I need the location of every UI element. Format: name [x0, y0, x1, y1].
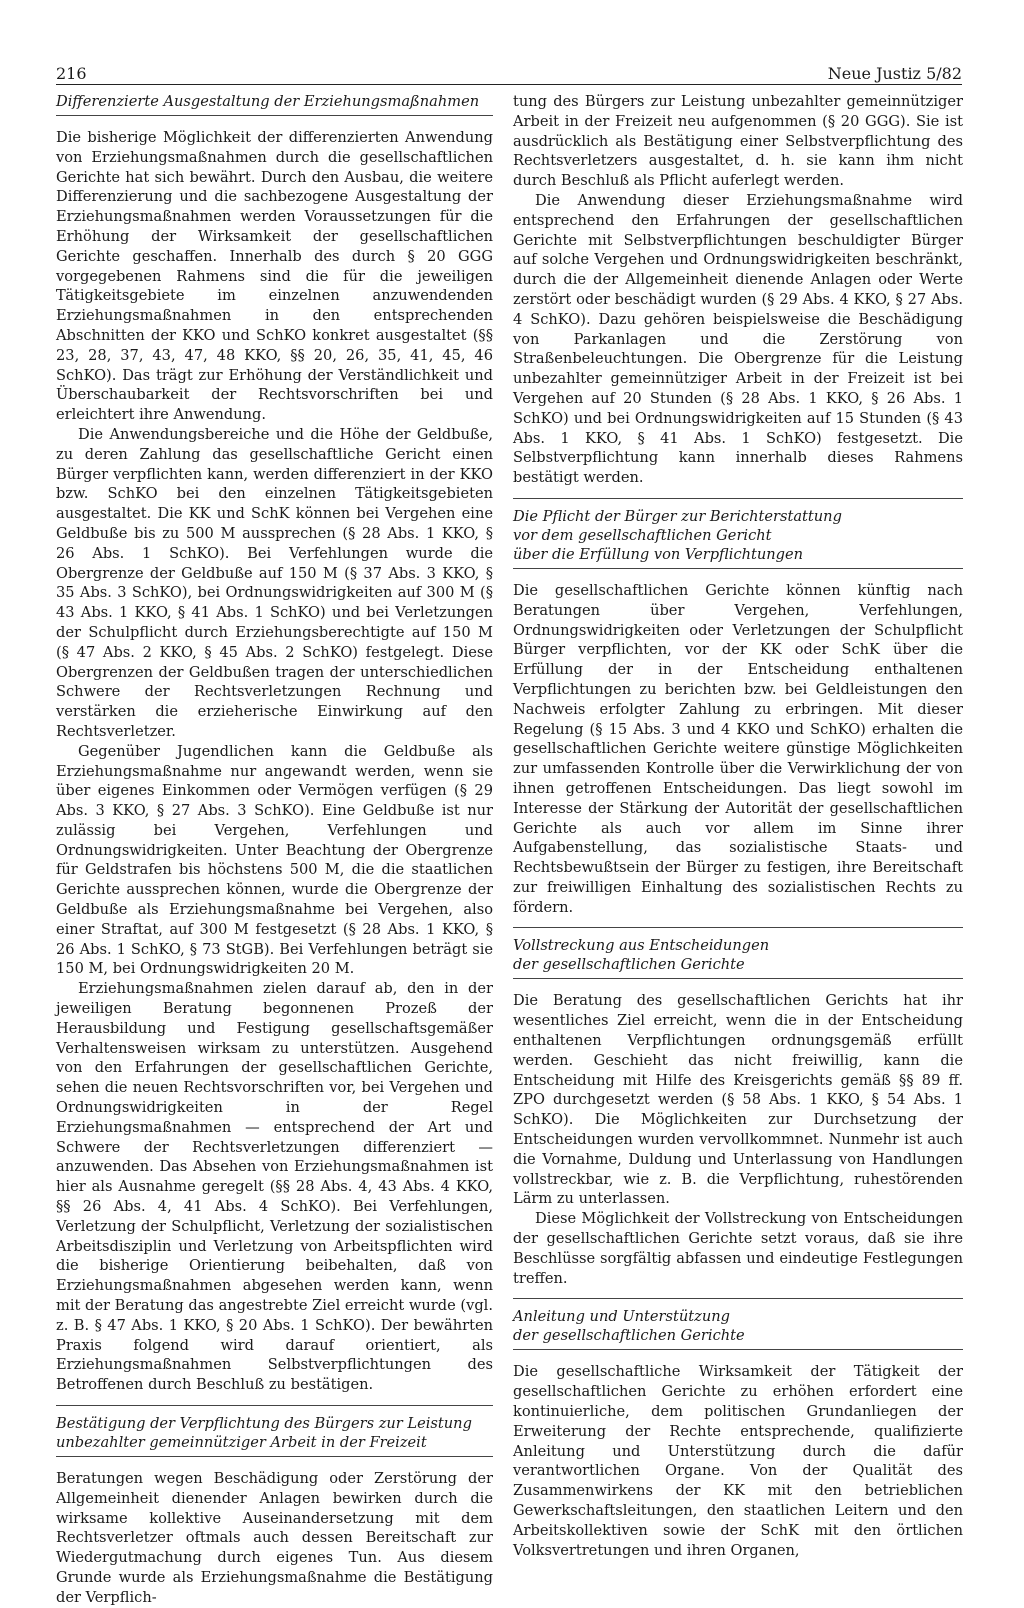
paragraph: Diese Möglichkeit der Vollstreckung von Entscheidungen der gesellschaftlichen Gerichte setzt voraus, daß sie ihre Beschlüsse sorgfältig abfassen und eindeutige Festlegungen treffen. — [513, 1210, 963, 1287]
section-heading-line: der gesellschaftlichen Gerichte — [513, 1327, 745, 1345]
paragraph: Die Anwendung dieser Erziehungsmaßnahme wird entsprechend den Erfahrungen der gesellschaftlichen Gerichte mit Selbstverpflichtungen beschuldigter Bürger auf solche Vergehen und Ordnungswidrigkeiten beschränkt, durch die der Allgemeinheit dienende Anlagen oder Werte zerstört oder beschädigt wurden (§ 29 Abs. 4 KKO, § 27 Abs. 4 SchKO). Dazu gehören beispielsweise die Beschädigung von Parkanlagen und die Zerstörung von Straßenbeleuchtungen. Die Obergrenze für die Leistung unbezahlter gemeinnütziger Arbeit in der Freizeit ist bei Vergehen auf 20 Stunden (§ 28 Abs. 1 KKO, § 26 Abs. 1 SchKO) und bei Ordnungswidrigkeiten auf 15 Stunden (§ 43 Abs. 1 KKO, § 41 Abs. 1 SchKO) festgesetzt. Die Selbstverpflichtung kann innerhalb dieses Rahmens bestätigt werden. — [513, 191, 963, 487]
header-rule — [56, 84, 962, 85]
section-heading-text: Differenzierte Ausgestaltung der Erziehungsmaßnahmen — [56, 93, 480, 110]
section-heading — [513, 1298, 963, 1350]
paragraph: Die gesellschaftlichen Gerichte können künftig nach Beratungen über Vergehen, Verfehlungen, Ordnungswidrigkeiten oder Verletzungen der Schulpflicht Bürger verpflichten, vor der KK oder SchK über die Erfüllung der in der Entscheidung enthaltenen Verpflichtungen zu berichten bzw. bei Geldleistungen den Nachweis erfolgter Zahlung zu erbringen. Mit dieser Regelung (§ 15 Abs. 3 und 4 KKO und SchKO) erhalten die gesellschaftlichen Gerichte weitere günstige Möglichkeiten zur umfassenden Kontrolle über die Verwirklichung der von ihnen getroffenen Entscheidungen. Das liegt sowohl im Interesse der Stärkung der Autorität der gesellschaftlichen Gerichte als auch vor allem im Sinne ihrer Aufgabenstellung, das sozialistische Staats- und Rechtsbewußtsein der Bürger zu festigen, ihre Bereitschaft zur freiwilligen Einhaltung des sozialistischen Rechts zu fördern. — [513, 581, 963, 916]
section-heading — [513, 498, 963, 569]
section-heading — [56, 1405, 493, 1457]
paragraph: Erziehungsmaßnahmen zielen darauf ab, den in der jeweiligen Beratung begonnenen Prozeß der Herausbildung und Festigung gesellschaftsgemäßer Verhaltensweisen wirksam zu unterstützen. Ausgehend von den Erfahrungen der gesellschaftlichen Gerichte, sehen die neuen Rechtsvorschriften vor, bei Vergehen und Ordnungswidrigkeiten in der Regel Erziehungsmaßnahmen — entsprechend der Art und Schwere der Rechtsverletzungen differenziert — anzuwenden. Das Absehen von Erziehungsmaßnahmen ist hier als Ausnahme geregelt (§§ 28 Abs. 4, 43 Abs. 4 KKO, §§ 26 Abs. 4, 41 Abs. 4 SchKO). Bei Verfehlungen, Verletzung der Schulpflicht, Verletzung der sozialistischen Arbeitsdisziplin und Verletzung von Arbeitspflichten wird die bisherige Orientierung beibehalten, daß von Erziehungsmaßnahmen abgesehen werden kann, wenn mit der Beratung das angestrebte Ziel erreicht wurde (vgl. z. B. § 47 Abs. 1 KKO, § 20 Abs. 1 SchKO). Der bewährten Praxis folgend wird darauf orientiert, als Erziehungsmaßnahmen Selbstverpflichtungen des Betroffenen durch Beschluß zu bestätigen. — [56, 980, 493, 1394]
section-heading-line: vor dem gesellschaftlichen Gericht — [513, 526, 772, 544]
section-heading-line: der gesellschaftlichen Gerichte — [513, 956, 745, 974]
page-number: 216 — [56, 64, 87, 83]
section-heading-line: Bestätigung der Verpflichtung des Bürgers zur Leistung — [56, 1415, 472, 1432]
journal-issue: Neue Justiz 5/82 — [827, 64, 962, 83]
section-heading-line: über die Erfüllung von Verpflichtungen — [513, 545, 804, 563]
section-heading-line: unbezahlter gemeinnütziger Arbeit in der Freizeit — [56, 1434, 427, 1451]
spacer — [513, 488, 963, 498]
paragraph: Gegenüber Jugendlichen kann die Geldbuße als Erziehungsmaßnahme nur angewandt werden, wenn sie über eigenes Einkommen oder Vermögen verfügen (§ 29 Abs. 3 KKO, § 27 Abs. 3 SchKO). Eine Geldbuße ist nur zulässig bei Vergehen, Verfehlungen und Ordnungswidrigkeiten. Unter Beachtung der Obergrenze für Geldstrafen bis höchstens 500 M, die die staatlichen Gerichte aussprechen können, wurde die Obergrenze der Geldbuße als Erziehungsmaßnahme bei Vergehen, also einer Straftat, auf 300 M festgesetzt (§ 28 Abs. 1 KKO, § 26 Abs. 1 SchKO, § 73 StGB). Bei Verfehlungen beträgt sie 150 M, bei Ordnungswidrigkeiten 20 M. — [56, 742, 493, 978]
section-heading — [56, 92, 493, 116]
section-heading-line: Die Pflicht der Bürger zur Berichterstattung — [513, 507, 842, 525]
left-column — [56, 92, 493, 1608]
section-heading-line: Anleitung und Unterstützung — [513, 1308, 730, 1326]
paragraph: tung des Bürgers zur Leistung unbezahlter gemeinnütziger Arbeit in der Freizeit neu aufgenommen (§ 20 GGG). Sie ist ausdrücklich als Bestätigung einer Selbstverpflichtung des Rechtsverletzers ausgestaltet, d. h. sie kann ihm nicht durch Beschluß als Pflicht auferlegt werden. — [513, 93, 963, 190]
page-header — [56, 59, 962, 83]
spacer — [513, 1288, 963, 1298]
section-heading-line: Vollstreckung aus Entscheidungen — [513, 937, 770, 955]
spacer — [56, 1395, 493, 1405]
section-heading — [513, 927, 963, 979]
spacer — [513, 917, 963, 927]
paragraph: Die Anwendungsbereiche und die Höhe der Geldbuße, zu deren Zahlung das gesellschaftliche Gericht einen Bürger verpflichten kann, werden differenziert in der KKO bzw. SchKO bei den einzelnen Tätigkeitsgebieten ausgestaltet. Die KK und SchK können bei Vergehen eine Geldbuße bis zu 500 M aussprechen (§ 28 Abs. 1 KKO, § 26 Abs. 1 SchKO). Bei Verfehlungen wurde die Obergrenze der Geldbuße auf 150 M (§ 37 Abs. 3 KKO, § 35 Abs. 3 SchKO), bei Ordnungswidrigkeiten auf 300 M (§ 43 Abs. 1 KKO, § 41 Abs. 1 SchKO) und bei Verletzungen der Schulpflicht durch Erziehungsberechtigte auf 150 M (§ 47 Abs. 2 KKO, § 45 Abs. 2 SchKO) festgelegt. Diese Obergrenzen der Geldbußen tragen der unterschiedlichen Schwere der Rechtsverletzungen Rechnung und verstärken die erzieherische Einwirkung auf den Rechtsverletzer. — [56, 425, 493, 740]
paragraph: Die Beratung des gesellschaftlichen Gerichts hat ihr wesentliches Ziel erreicht, wenn die in der Entscheidung enthaltenen Verpflichtungen ordnungsgemäß erfüllt werden. Geschieht das nicht freiwillig, kann die Entscheidung mit Hilfe des Kreisgerichts gemäß §§ 89 ff. ZPO durchgesetzt werden (§ 58 Abs. 1 KKO, § 54 Abs. 1 SchKO). Die Möglichkeiten zur Durchsetzung der Entscheidungen wurden vervollkommnet. Nunmehr ist auch die Vornahme, Duldung und Unterlassung von Handlungen vollstreckbar, wie z. B. die Verpflichtung, ruhestörenden Lärm zu unterlassen. — [513, 992, 963, 1208]
right-column — [513, 92, 963, 1560]
paragraph: Beratungen wegen Beschädigung oder Zerstörung der Allgemeinheit dienender Anlagen bewirken durch die wirksame kollektive Auseinandersetzung mit dem Rechtsverletzer oftmals auch dessen Bereitschaft zur Wiedergutmachung durch eigenes Tun. Aus diesem Grunde wurde als Erziehungsmaßnahme die Bestätigung der Verpflich- — [56, 1470, 493, 1606]
paragraph: Die gesellschaftliche Wirksamkeit der Tätigkeit der gesellschaftlichen Gerichte zu erhöhen erfordert eine kontinuierliche, dem politischen Grundanliegen der Erweiterung der Rechte entsprechende, qualifizierte Anleitung und Unterstützung durch die dafür verantwortlichen Organe. Von der Qualität des Zusammenwirkens der KK mit den betrieblichen Gewerkschaftsleitungen, den staatlichen Leitern und den Arbeitskollektiven sowie der SchK mit den örtlichen Volksvertretungen und ihren Organen, — [513, 1363, 963, 1559]
paragraph: Die bisherige Möglichkeit der differenzierten Anwendung von Erziehungsmaßnahmen durch die gesellschaftlichen Gerichte hat sich bewährt. Durch den Ausbau, die weitere Differenzierung und die sachbezogene Ausgestaltung der Erziehungsmaßnahmen werden Voraussetzungen für die Erhöhung der Wirksamkeit der gesellschaftlichen Gerichte geschaffen. Innerhalb des durch § 20 GGG vorgegebenen Rahmens sind die für die jeweiligen Tätigkeitsgebiete im einzelnen anzuwendenden Erziehungsmaßnahmen in den entsprechenden Abschnitten der KKO und SchKO konkret ausgestaltet (§§ 23, 28, 37, 43, 47, 48 KKO, §§ 20, 26, 35, 41, 45, 46 SchKO). Das trägt zur Erhöhung der Verständlichkeit und Überschaubarkeit der Rechtsvorschriften bei und erleichtert ihre Anwendung. — [56, 129, 493, 424]
